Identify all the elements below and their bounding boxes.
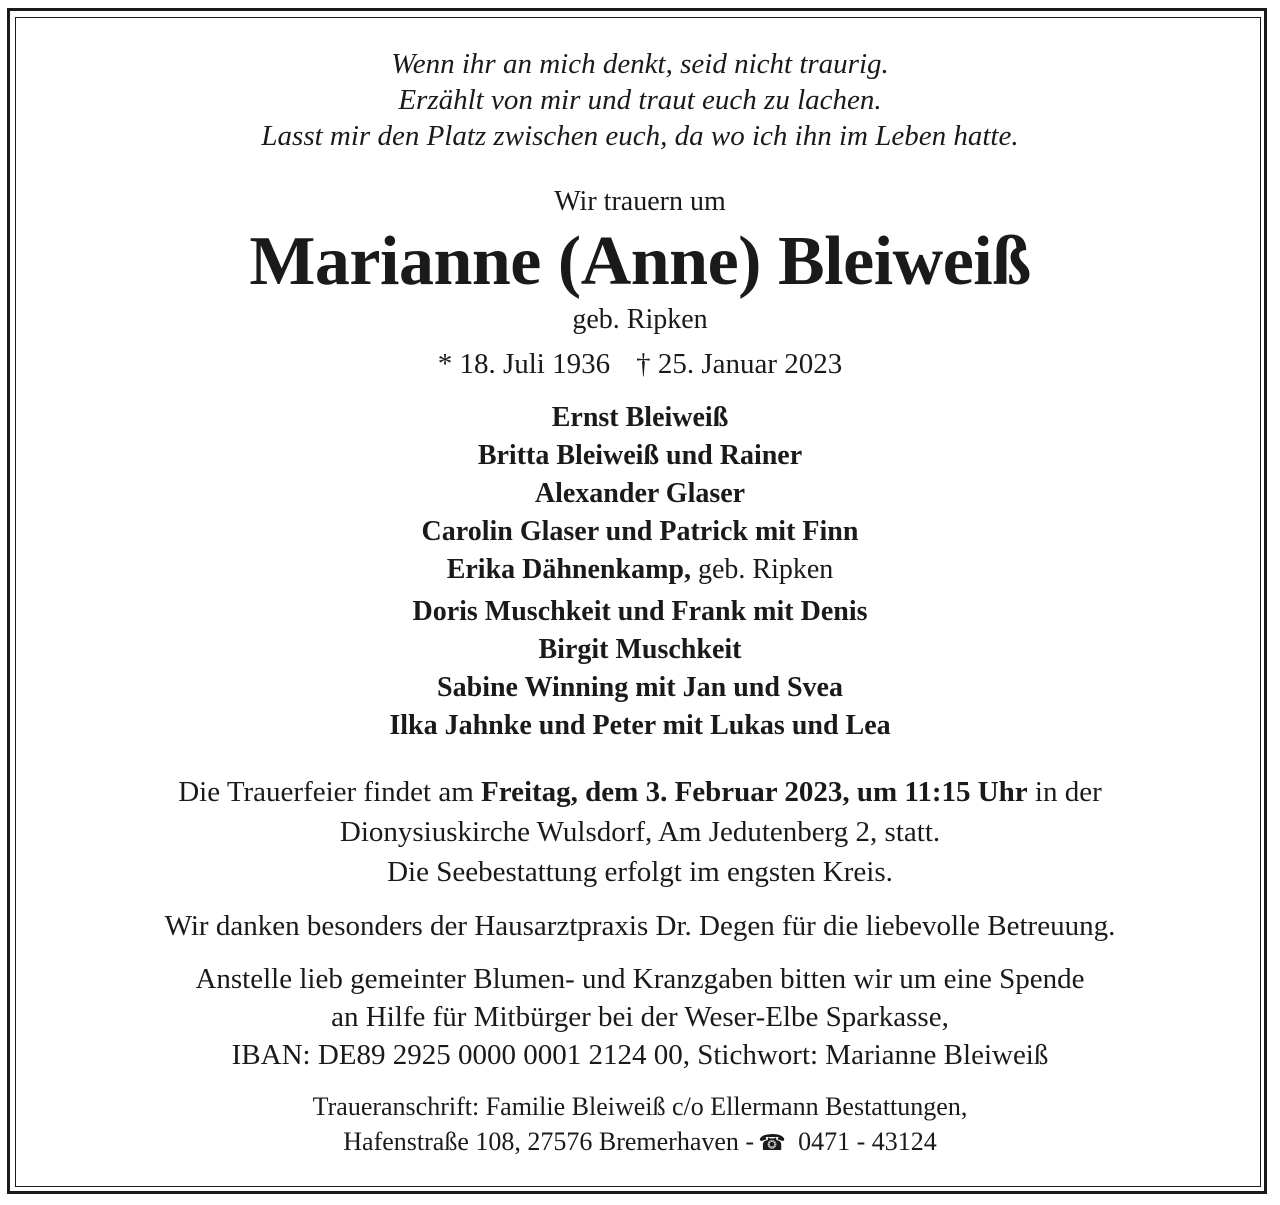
mourner: Carolin Glaser und Patrick mit Finn [421,516,859,547]
funeral-suffix: in der [1034,776,1102,808]
mourners-group-2 [20,593,1260,745]
deceased-name: Marianne (Anne) Bleiweiß [249,223,1031,300]
donation-info [20,960,1260,1074]
poem-line: Lasst mir den Platz zwischen euch, da wo ich ihn im Leben hatte. [261,120,1019,152]
mourner: Sabine Winning mit Jan und Svea [437,672,843,703]
birth-name: geb. Ripken [572,304,708,335]
intro-text: Wir trauern um [554,186,726,217]
funeral-datetime: Freitag, dem 3. Februar 2023, um 11:15 Uhr [481,776,1028,808]
phone-number: 0471 - 43124 [798,1127,937,1156]
funeral-line [20,772,1260,812]
address-line: Traueranschrift: Familie Bleiweiß c/o Ellermann Bestattungen, [312,1092,968,1121]
mourners-list [20,399,1260,745]
poem-line: Erzählt von mir und traut euch zu lachen. [398,84,882,116]
mourner: Doris Muschkeit und Frank mit Denis [412,596,868,627]
funeral-location: Dionysiuskirche Wulsdorf, Am Jedutenberg 2, statt. [339,816,941,848]
funeral-info [20,772,1260,892]
mourner: Birgit Muschkeit [538,634,742,665]
mourner: Ilka Jahnke und Peter mit Lukas und Lea [389,710,891,741]
mourner: Alexander Glaser [534,478,746,509]
obituary-notice [20,20,1260,1160]
mourner-birth-name: geb. Ripken [697,554,834,585]
poem-line: Wenn ihr an mich denkt, seid nicht traurig. [391,48,889,80]
mourner: Britta Bleiweiß und Rainer [477,440,803,471]
mourner [20,551,1260,589]
address-line [20,1124,1260,1160]
burial-note: Die Seebestattung erfolgt im engsten Kreis. [387,856,893,888]
thanks-text: Wir danken besonders der Hausarztpraxis Dr. Degen für die liebevolle Betreuung. [164,910,1116,942]
mourner: Ernst Bleiweiß [551,402,729,433]
donation-iban: IBAN: DE89 2925 0000 0001 2124 00, Stichwort: Marianne Bleiweiß [231,1039,1049,1071]
mourning-address [20,1089,1260,1160]
address-street: Hafenstraße 108, 27576 Bremerhaven - [343,1127,755,1156]
life-dates [20,347,1260,381]
donation-line: Anstelle lieb gemeinter Blumen- und Kranzgaben bitten wir um eine Spende [195,963,1085,995]
mourner-name: Erika Dähnenkamp, [446,554,691,585]
telephone-icon: ☎ [758,1130,786,1155]
funeral-prefix: Die Trauerfeier findet am [178,776,474,808]
birth-date: * 18. Juli 1936 [437,348,611,380]
donation-line: an Hilfe für Mitbürger bei der Weser-Elbe Sparkasse, [331,1001,949,1033]
poem [20,46,1260,154]
death-date: † 25. Januar 2023 [636,348,843,380]
